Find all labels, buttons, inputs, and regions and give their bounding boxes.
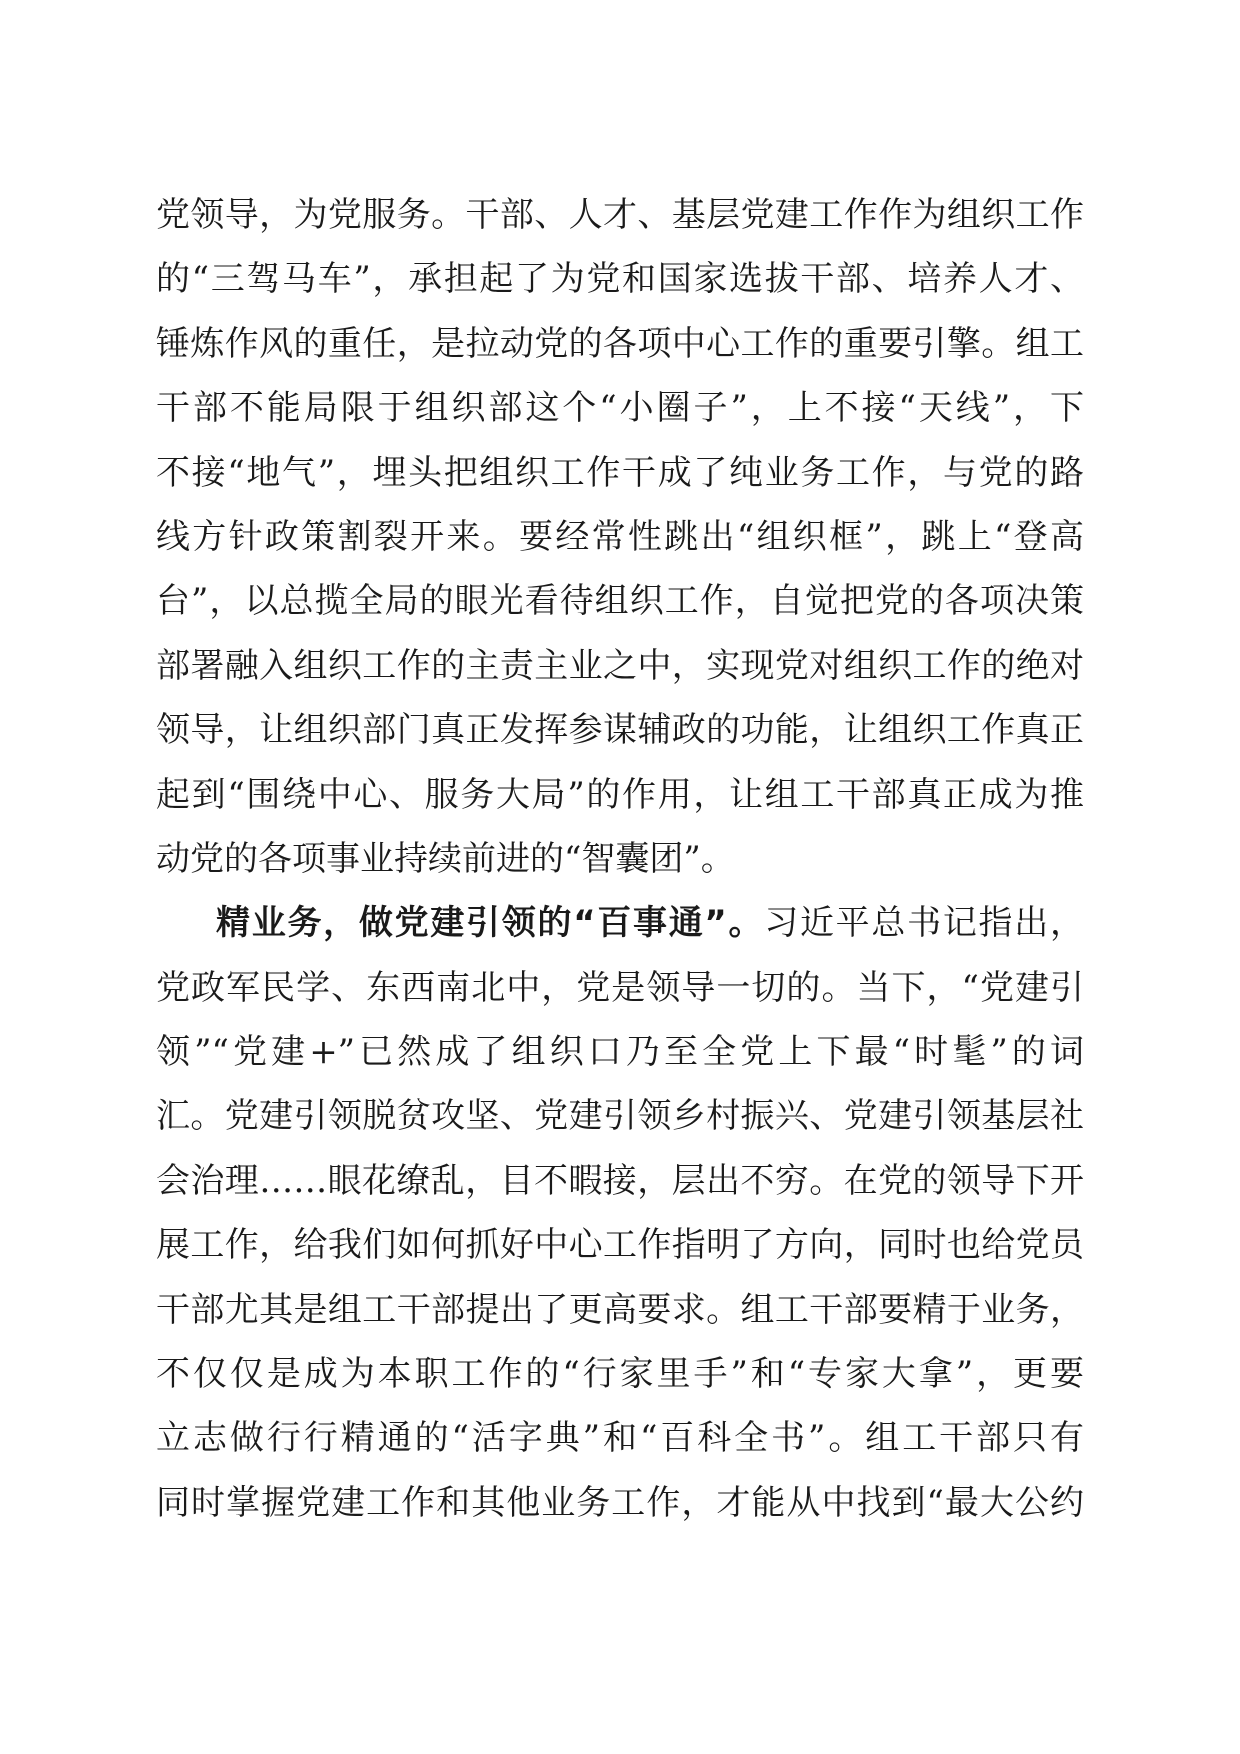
paragraph-2-line-3: 领”“党建+”已然成了组织口乃至全党上下最“时髦”的词 (156, 1032, 1084, 1073)
paragraph-1-line-3: 锤炼作风的重任，是拉动党的各项中心工作的重要引擎。组工 (156, 323, 1084, 364)
paragraph-2-line-9: 立志做行行精通的“活字典”和“百科全书”。组工干部只有 (156, 1418, 1084, 1459)
paragraph-2-line-6: 展工作，给我们如何抓好中心工作指明了方向，同时也给党员 (156, 1225, 1084, 1266)
paragraph-2-line-1 (156, 891, 1084, 955)
paragraph-1-line-10: 起到“围绕中心、服务大局”的作用，让组工干部真正成为推 (156, 774, 1084, 815)
paragraph-1-line-7: 台”，以总揽全局的眼光看待组织工作，自觉把党的各项决策 (156, 581, 1084, 622)
paragraph-2-line-8: 不仅仅是成为本职工作的“行家里手”和“专家大拿”，更要 (156, 1354, 1084, 1395)
paragraph-2-first-line-rest: 习近平总书记指出， (764, 903, 1084, 944)
paragraph-2-line-4: 汇。党建引领脱贫攻坚、党建引领乡村振兴、党建引领基层社 (156, 1096, 1084, 1137)
paragraph-1-line-6: 线方针政策割裂开来。要经常性跳出“组织框”，跳上“登高 (156, 516, 1084, 557)
body-text (156, 183, 1084, 1535)
paragraph-1-line-5: 不接“地气”，埋头把组织工作干成了纯业务工作，与党的路 (156, 452, 1084, 493)
paragraph-2-line-10: 同时掌握党建工作和其他业务工作，才能从中找到“最大公约 (156, 1482, 1084, 1523)
paragraph-2-line-7: 干部尤其是组工干部提出了更高要求。组工干部要精于业务， (156, 1289, 1084, 1330)
paragraph-1-line-9: 领导，让组织部门真正发挥参谋辅政的功能，让组织工作真正 (156, 710, 1084, 751)
paragraph-2-line-5: 会治理……眼花缭乱，目不暇接，层出不穷。在党的领导下开 (156, 1160, 1084, 1201)
paragraph-1-line-11: 动党的各项事业持续前进的“智囊团”。 (156, 838, 735, 879)
paragraph-1-line-2: 的“三驾马车”，承担起了为党和国家选拔干部、培养人才、 (156, 259, 1084, 300)
paragraph-2-heading: 精业务，做党建引领的“百事通”。 (216, 903, 765, 944)
paragraph-1-line-8: 部署融入组织工作的主责主业之中，实现党对组织工作的绝对 (156, 645, 1084, 686)
paragraph-1-line-4: 干部不能局限于组织部这个“小圈子”，上不接“天线”，下 (156, 388, 1084, 429)
paragraph-2-line-2: 党政军民学、东西南北中，党是领导一切的。当下，“党建引 (156, 967, 1084, 1008)
paragraph-1-line-1: 党领导，为党服务。干部、人才、基层党建工作作为组织工作 (156, 195, 1084, 235)
